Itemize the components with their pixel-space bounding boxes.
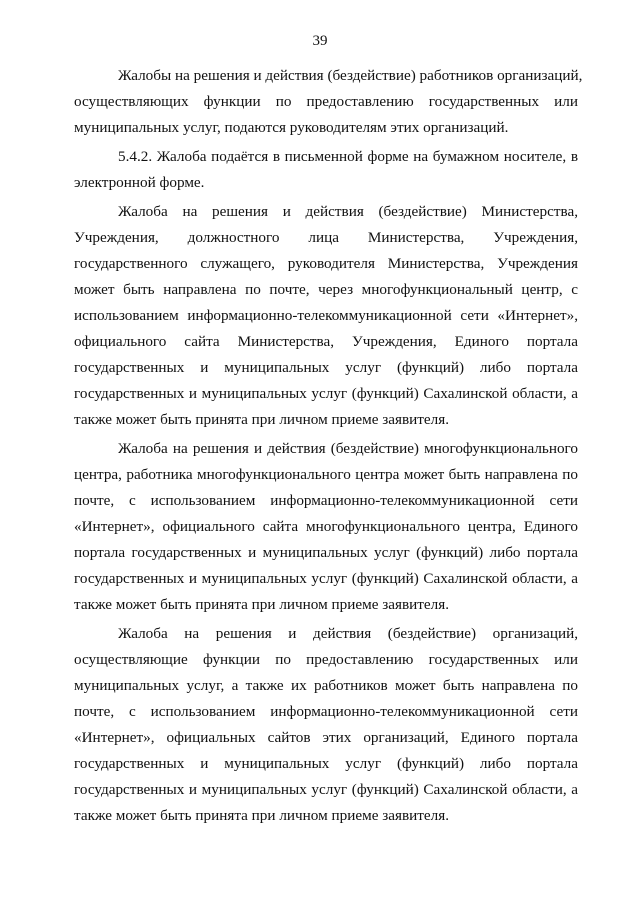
text-line: также может быть принята при личном приеме заявителя. [74, 807, 450, 824]
text-line: государственных и муниципальных услуг (функций) либо портала [74, 755, 578, 772]
text-line: 5.4.2. Жалоба подаётся в письменной форме на бумажном носителе, в [118, 148, 578, 165]
text-line: государственных и муниципальных услуг (функций) Сахалинской области, а [74, 781, 578, 798]
paragraph-complaint-ministry [74, 199, 578, 433]
text-line: государственных и муниципальных услуг (функций) либо портала [74, 359, 578, 376]
text-line: государственного служащего, руководителя Министерства, Учреждения [74, 255, 578, 272]
text-line: осуществляющих функции по предоставлению государственных или [74, 93, 578, 110]
text-line: может быть направлена по почте, через многофункциональный центр, с [74, 281, 578, 298]
text-line: официального сайта Министерства, Учреждения, Единого портала [74, 333, 578, 350]
text-line: государственных и муниципальных услуг (функций) Сахалинской области, а [74, 385, 578, 402]
text-line: также может быть принята при личном приеме заявителя. [74, 411, 450, 428]
text-line: Жалоба на решения и действия (бездействие) многофункционального [118, 440, 578, 457]
page-number: 39 [312, 33, 328, 49]
text-line: осуществляющие функции по предоставлению государственных или [74, 651, 578, 668]
paragraph-complaints-organizations [74, 63, 583, 141]
text-line: государственных и муниципальных услуг (функций) Сахалинской области, а [74, 570, 578, 587]
text-line: Жалоба на решения и действия (бездействие) организаций, [118, 625, 578, 642]
text-line: муниципальных услуг, а также их работников может быть направлена по [74, 677, 578, 694]
text-line: муниципальных услуг, подаются руководителям этих организаций. [74, 119, 509, 136]
document-body [74, 63, 583, 832]
text-line: электронной форме. [74, 174, 205, 191]
text-line: Жалобы на решения и действия (бездействие) работников организаций, [118, 67, 583, 84]
text-line: также может быть принята при личном приеме заявителя. [74, 596, 450, 613]
text-line: «Интернет», официального сайта многофункционального центра, Единого [74, 518, 578, 535]
text-line: почте, с использованием информационно-телекоммуникационной сети [74, 703, 578, 720]
paragraph-complaint-organizations-staff [74, 621, 578, 829]
text-line: центра, работника многофункционального центра может быть направлена по [74, 466, 578, 483]
paragraph-5-4-2 [74, 144, 578, 196]
text-line: почте, с использованием информационно-телекоммуникационной сети [74, 492, 578, 509]
text-line: Учреждения, должностного лица Министерства, Учреждения, [74, 229, 578, 246]
paragraph-complaint-mfc [74, 436, 578, 618]
text-line: использованием информационно-телекоммуникационной сети «Интернет», [74, 307, 578, 324]
text-line: портала государственных и муниципальных услуг (функций) либо портала [74, 544, 578, 561]
text-line: «Интернет», официальных сайтов этих организаций, Единого портала [74, 729, 578, 746]
text-line: Жалоба на решения и действия (бездействие) Министерства, [118, 203, 578, 220]
